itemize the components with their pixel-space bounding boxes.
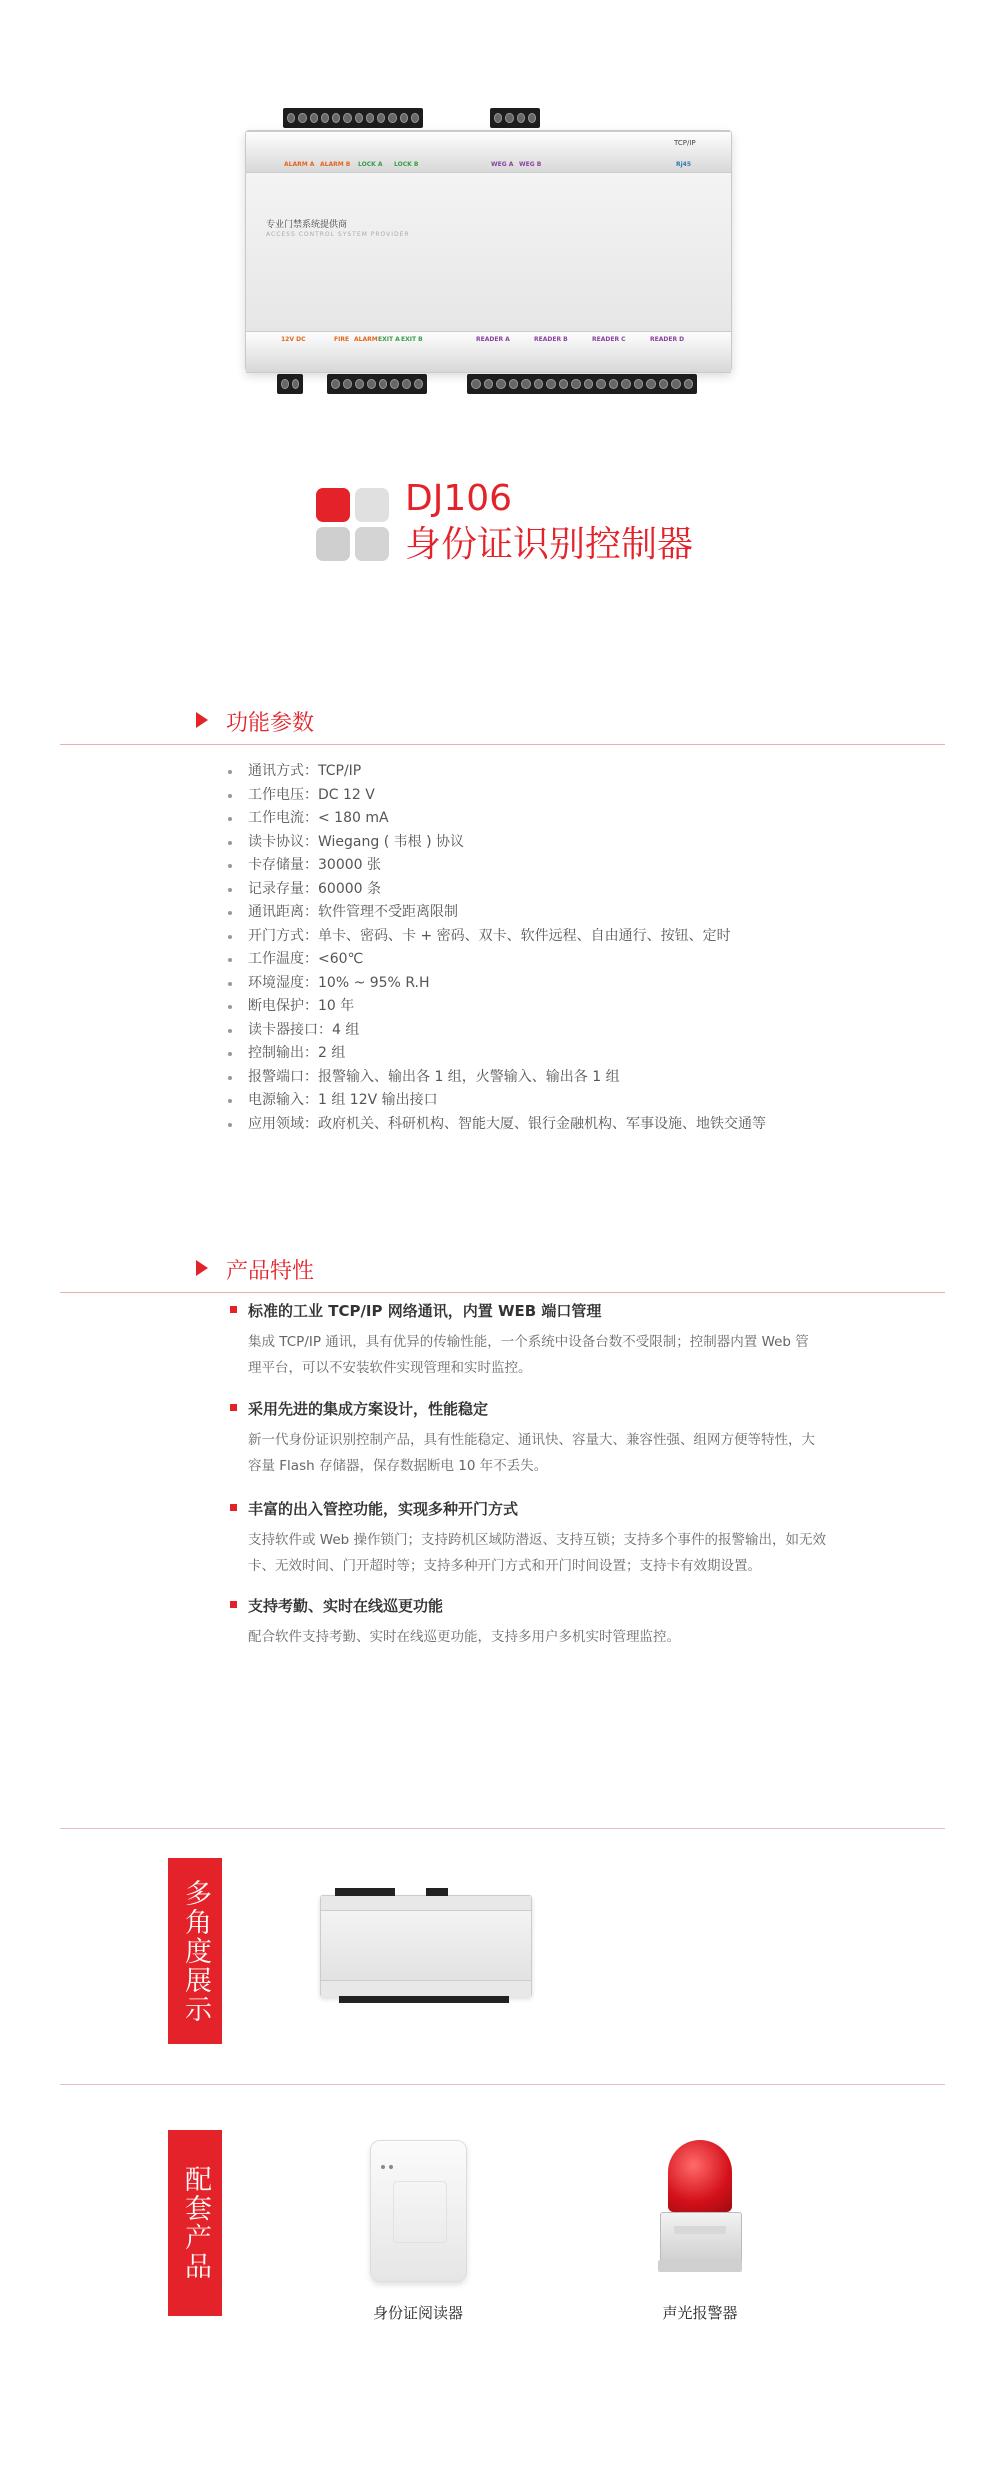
controller-device-image	[245, 130, 730, 370]
spec-item: 卡存储量：30000 张	[228, 854, 766, 878]
label-alarm-b: ALARM B	[320, 161, 351, 168]
logo-square-red	[316, 488, 350, 522]
multi-view-divider-bottom	[60, 2084, 945, 2085]
bottom-terminal-io	[327, 374, 427, 394]
label-reader-b: READER B	[534, 336, 568, 343]
spec-item: 开门方式：单卡、密码、卡 + 密码、双卡、软件远程、自由通行、按钮、定时	[228, 925, 766, 949]
label-alarm: ALARM	[354, 336, 378, 343]
multi-view-divider-top	[60, 1828, 945, 1829]
multi-view-tab: 多角度展示	[168, 1858, 222, 2044]
spec-item: 工作电压：DC 12 V	[228, 784, 766, 808]
feature-heading: 采用先进的集成方案设计，性能稳定	[230, 1398, 870, 1419]
features-divider	[60, 1292, 945, 1293]
spec-list	[228, 760, 766, 1136]
features-title: 产品特性	[226, 1259, 315, 1284]
rj45-label: Rj45	[676, 161, 692, 168]
feature-heading: 标准的工业 TCP/IP 网络通讯，内置 WEB 端口管理	[230, 1300, 870, 1321]
logo-square-grey-2	[316, 527, 350, 561]
label-fire: FIRE	[334, 336, 350, 343]
product-model: DJ106	[405, 478, 513, 519]
spec-item: 电源输入：1 组 12V 输出接口	[228, 1089, 766, 1113]
spec-item: 读卡器接口：4 组	[228, 1019, 766, 1043]
spec-item: 通讯方式：TCP/IP	[228, 760, 766, 784]
tcp-label: TCP/IP	[674, 139, 696, 147]
device-brand-cn: 专业门禁系统提供商	[266, 220, 348, 230]
logo-square-grey-3	[355, 527, 389, 561]
spec-item: 通讯距离：软件管理不受距离限制	[228, 901, 766, 925]
feature-item	[230, 1498, 870, 1579]
device-thumbnail	[320, 1895, 532, 1997]
spec-item: 环境湿度：10% ~ 95% R.H	[228, 972, 766, 996]
label-lock-a: LOCK A	[358, 161, 383, 168]
spec-item: 工作温度：<60℃	[228, 948, 766, 972]
spec-item: 读卡协议：Wiegang ( 韦根 ) 协议	[228, 831, 766, 855]
device-body	[245, 130, 732, 372]
features-triangle-icon	[196, 1260, 208, 1276]
accessory-caption-siren: 声光报警器	[662, 2304, 738, 2322]
specs-title: 功能参数	[226, 711, 315, 736]
feature-heading: 丰富的出入管控功能，实现多种开门方式	[230, 1498, 870, 1519]
accessories-tab: 配套产品	[168, 2130, 222, 2316]
device-brand-en: ACCESS CONTROL SYSTEM PROVIDER	[266, 231, 410, 238]
product-name: 身份证识别控制器	[405, 524, 694, 565]
feature-text-line: 卡、无效时间、门开超时等；支持多种开门方式和开门时间设置；支持卡有效期设置。	[248, 1558, 761, 1574]
feature-item	[230, 1300, 870, 1381]
label-exit-a: EXIT A	[378, 336, 400, 343]
alarm-siren-icon	[660, 2140, 740, 2280]
feature-item	[230, 1595, 870, 1650]
spec-item: 控制输出：2 组	[228, 1042, 766, 1066]
specs-triangle-icon	[196, 712, 208, 728]
feature-heading: 支持考勤、实时在线巡更功能	[230, 1595, 870, 1616]
label-12v-dc: 12V DC	[281, 336, 306, 343]
device-top-strip	[246, 131, 731, 173]
spec-item: 记录存量：60000 条	[228, 878, 766, 902]
label-lock-b: LOCK B	[394, 161, 419, 168]
id-card-reader-image	[370, 2140, 467, 2282]
top-terminal-block-left	[283, 108, 423, 128]
specs-divider	[60, 744, 945, 745]
bottom-terminal-power	[277, 374, 303, 394]
label-reader-a: READER A	[476, 336, 510, 343]
spec-item: 工作电流：< 180 mA	[228, 807, 766, 831]
label-reader-c: READER C	[592, 336, 626, 343]
feature-text-line: 新一代身份证识别控制产品，具有性能稳定、通讯快、容量大、兼容性强、组网方便等特性，大	[248, 1432, 815, 1448]
label-weg-b: WEG B	[519, 161, 542, 168]
spec-item: 断电保护：10 年	[228, 995, 766, 1019]
label-reader-d: READER D	[650, 336, 685, 343]
feature-text-line: 理平台，可以不安装软件实现管理和实时监控。	[248, 1360, 532, 1376]
spec-item: 应用领域：政府机关、科研机构、智能大厦、银行金融机构、军事设施、地铁交通等	[228, 1113, 766, 1137]
feature-text-line: 集成 TCP/IP 通讯，具有优异的传输性能，一个系统中设备台数不受限制；控制器内置 Web 管	[248, 1334, 809, 1350]
label-exit-b: EXIT B	[401, 336, 423, 343]
logo-square-grey-1	[355, 488, 389, 522]
label-weg-a: WEG A	[491, 161, 514, 168]
spec-item: 报警端口：报警输入、输出各 1 组，火警输入、输出各 1 组	[228, 1066, 766, 1090]
feature-text-line: 配合软件支持考勤、实时在线巡更功能，支持多用户多机实时管理监控。	[248, 1629, 680, 1645]
label-alarm-a: ALARM A	[284, 161, 315, 168]
feature-text-line: 支持软件或 Web 操作锁门；支持跨机区域防潜返、支持互锁；支持多个事件的报警输出，如无效	[248, 1532, 827, 1548]
top-terminal-block-right	[490, 108, 540, 128]
accessory-caption-reader: 身份证阅读器	[372, 2304, 463, 2322]
bottom-terminal-readers	[467, 374, 697, 394]
feature-item	[230, 1398, 870, 1479]
feature-text-line: 容量 Flash 存储器，保存数据断电 10 年不丢失。	[248, 1458, 548, 1474]
